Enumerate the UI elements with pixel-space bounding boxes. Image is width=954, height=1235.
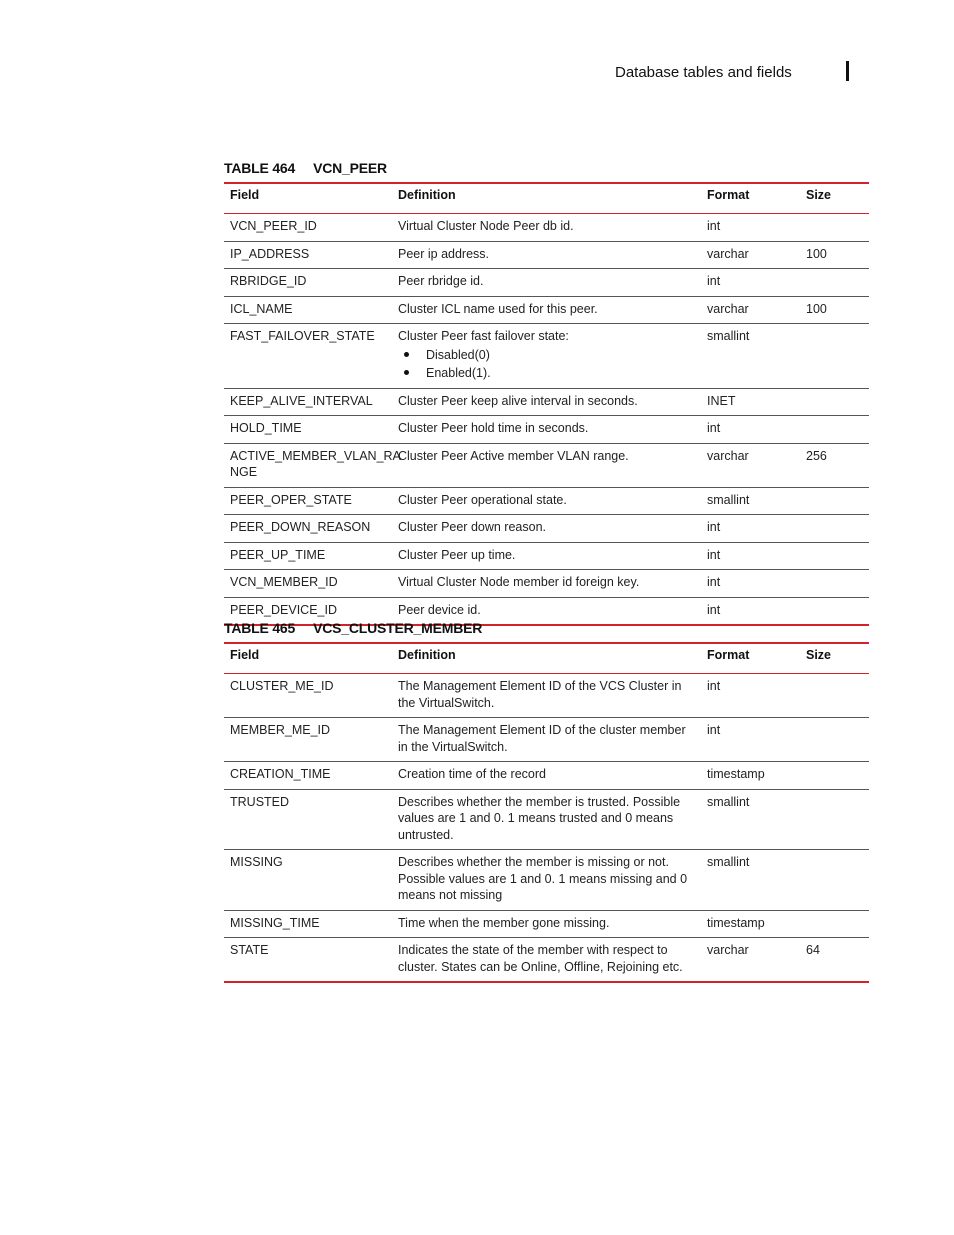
- table-row: [224, 487, 869, 515]
- cell-format: [701, 542, 800, 570]
- cell-definition-text: Cluster ICL name used for this peer.: [398, 301, 598, 316]
- cell-field: [224, 910, 392, 938]
- cell-definition: [392, 487, 701, 515]
- cell-definition: [392, 542, 701, 570]
- cell-field: [224, 570, 392, 598]
- table-header-row: [224, 643, 869, 674]
- cell-definition-text: Cluster Peer keep alive interval in seconds.: [398, 393, 638, 408]
- cell-field-text: PEER_UP_TIME: [230, 547, 326, 562]
- cell-format-text: smallint: [707, 794, 750, 809]
- cell-size: [800, 487, 869, 515]
- cell-format: [701, 718, 800, 762]
- cell-field-text: TRUSTED: [230, 794, 290, 809]
- cell-size: [800, 443, 869, 487]
- cell-size: [800, 542, 869, 570]
- cell-format-text: varchar: [707, 301, 749, 316]
- cell-field: [224, 324, 392, 389]
- cell-format-text: INET: [707, 393, 736, 408]
- table-465-caption: [224, 620, 482, 636]
- cell-field-text: RBRIDGE_ID: [230, 274, 307, 288]
- column-header-size: Size: [800, 643, 869, 674]
- cell-definition: [392, 324, 701, 389]
- cell-definition: [392, 515, 701, 543]
- cell-format-text: smallint: [707, 855, 750, 869]
- cell-size: [800, 850, 869, 911]
- table-row: [224, 296, 869, 324]
- cell-size: [800, 515, 869, 543]
- cell-format-text: varchar: [707, 246, 749, 261]
- column-header-definition: Definition: [392, 183, 701, 214]
- cell-field: [224, 789, 392, 850]
- definition-bullet-list: [398, 346, 695, 382]
- table-row: [224, 938, 869, 983]
- cell-field: [224, 241, 392, 269]
- cell-format-text: varchar: [707, 943, 749, 957]
- cell-format-text: int: [707, 520, 721, 534]
- cell-definition: [392, 718, 701, 762]
- cell-field: [224, 443, 401, 487]
- cell-field-text: STATE: [230, 943, 269, 957]
- cell-format: [701, 416, 800, 444]
- cell-field: [224, 296, 392, 324]
- cell-field: [224, 269, 392, 297]
- bullet-item: Disabled(0): [426, 346, 695, 364]
- cell-field-text: PEER_DEVICE_ID: [230, 602, 337, 617]
- cell-field-text: KEEP_ALIVE_INTERVAL: [230, 393, 373, 408]
- cell-field: [224, 718, 392, 762]
- table-vcn-peer: [224, 182, 869, 626]
- cell-field-text: MISSING: [230, 855, 283, 869]
- cell-format: [701, 850, 800, 911]
- cell-definition: [392, 674, 701, 718]
- cell-size: [800, 241, 869, 269]
- cell-format: [701, 443, 800, 487]
- cell-field-text: FAST_FAILOVER_STATE: [230, 329, 375, 343]
- cell-definition-text: The Management Element ID of the cluster member in the VirtualSwitch.: [398, 723, 686, 754]
- table-row: [224, 718, 869, 762]
- cell-definition-text: Virtual Cluster Node Peer db id.: [398, 219, 574, 233]
- cell-size: [800, 269, 869, 297]
- cell-field-text: VCN_PEER_ID: [230, 219, 317, 233]
- cell-field-text: ICL_NAME: [230, 301, 293, 316]
- table-465-label: TABLE 465: [224, 620, 296, 636]
- cell-definition: [392, 296, 701, 324]
- cell-size: [800, 214, 869, 242]
- header-bar-marker: [846, 61, 849, 81]
- cell-size-text: 256: [806, 448, 827, 463]
- cell-field: [224, 938, 392, 983]
- cell-size: [800, 597, 869, 625]
- cell-format: [701, 515, 800, 543]
- cell-definition: [392, 938, 701, 983]
- cell-definition-text: Peer device id.: [398, 602, 481, 617]
- cell-format: [701, 910, 800, 938]
- cell-field-text: PEER_DOWN_REASON: [230, 520, 371, 534]
- column-header-field: Field: [224, 183, 392, 214]
- cell-definition: [392, 762, 701, 790]
- cell-field-text: MISSING_TIME: [230, 915, 320, 930]
- table-464-label: TABLE 464: [224, 160, 296, 176]
- cell-format: [701, 570, 800, 598]
- cell-definition-text: Describes whether the member is missing or not. Possible values are 1 and 0. 1 means missing and 0 means not missing: [398, 855, 688, 902]
- cell-field: [224, 850, 392, 911]
- cell-definition-text: The Management Element ID of the VCS Cluster in the VirtualSwitch.: [398, 679, 682, 710]
- cell-definition: [392, 241, 701, 269]
- table-row: [224, 910, 869, 938]
- cell-size: [800, 789, 869, 850]
- column-header-size: Size: [800, 183, 869, 214]
- cell-definition-text: Cluster Peer down reason.: [398, 520, 546, 534]
- cell-format: [701, 674, 800, 718]
- cell-size: [800, 910, 869, 938]
- cell-format: [701, 938, 800, 983]
- cell-definition-text: Cluster Peer up time.: [398, 547, 516, 562]
- table-row: [224, 515, 869, 543]
- table-row: [224, 214, 869, 242]
- table-vcs-cluster-member: [224, 642, 869, 983]
- cell-size-text: 64: [806, 943, 820, 957]
- cell-format-text: timestamp: [707, 915, 765, 930]
- cell-format: [701, 269, 800, 297]
- table-464-caption: [224, 160, 387, 176]
- cell-format-text: smallint: [707, 492, 750, 507]
- cell-format: [701, 214, 800, 242]
- cell-definition-text: Indicates the state of the member with respect to cluster. States can be Online, Offline, Rejoining etc.: [398, 943, 683, 974]
- table-row: [224, 241, 869, 269]
- cell-field-text: MEMBER_ME_ID: [230, 723, 331, 737]
- table-464-name: VCN_PEER: [313, 160, 387, 176]
- table-row: [224, 789, 869, 850]
- cell-definition-text: Cluster Peer fast failover state:: [398, 329, 569, 343]
- cell-definition-text: Cluster Peer operational state.: [398, 492, 567, 507]
- cell-field: [224, 674, 392, 718]
- table-row: [224, 850, 869, 911]
- cell-field-text: PEER_OPER_STATE: [230, 492, 352, 507]
- cell-size: [800, 296, 869, 324]
- cell-field-text: CLUSTER_ME_ID: [230, 679, 334, 693]
- cell-definition: [392, 214, 701, 242]
- cell-definition-text: Peer rbridge id.: [398, 274, 484, 288]
- cell-definition: [392, 789, 701, 850]
- cell-format-text: int: [707, 602, 721, 617]
- cell-format-text: smallint: [707, 329, 750, 343]
- cell-definition-text: Time when the member gone missing.: [398, 915, 610, 930]
- cell-size: [800, 388, 869, 416]
- table-row: [224, 674, 869, 718]
- cell-size: [800, 570, 869, 598]
- cell-definition: [392, 388, 701, 416]
- bullet-item: Enabled(1).: [426, 364, 695, 382]
- cell-format: [701, 487, 800, 515]
- cell-field-text: IP_ADDRESS: [230, 246, 310, 261]
- cell-format: [701, 597, 800, 625]
- cell-format: [701, 762, 800, 790]
- table-row: [224, 570, 869, 598]
- cell-field: [224, 214, 392, 242]
- cell-field-text: VCN_MEMBER_ID: [230, 575, 338, 589]
- cell-definition: [392, 416, 701, 444]
- cell-size: [800, 938, 869, 983]
- cell-field-text: HOLD_TIME: [230, 421, 302, 435]
- cell-size-text: 100: [806, 301, 827, 316]
- cell-field: [224, 515, 392, 543]
- cell-size: [800, 674, 869, 718]
- cell-field: [224, 388, 392, 416]
- cell-format-text: int: [707, 547, 721, 562]
- cell-format-text: varchar: [707, 448, 749, 463]
- cell-field: [224, 542, 392, 570]
- cell-format: [701, 789, 800, 850]
- cell-definition-text: Creation time of the record: [398, 767, 546, 781]
- cell-size-text: 100: [806, 246, 827, 261]
- cell-size: [800, 718, 869, 762]
- column-header-definition: Definition: [392, 643, 701, 674]
- cell-definition-text: Cluster Peer Active member VLAN range.: [398, 448, 629, 463]
- running-header-title: Database tables and fields: [615, 64, 792, 81]
- table-row: [224, 443, 869, 487]
- cell-definition-text: Describes whether the member is trusted. Possible values are 1 and 0. 1 means trusted and 0 means untrusted.: [398, 794, 681, 842]
- column-header-field: Field: [224, 643, 392, 674]
- cell-format: [701, 324, 800, 389]
- cell-format-text: int: [707, 219, 721, 233]
- cell-format: [701, 241, 800, 269]
- cell-format-text: int: [707, 421, 721, 435]
- cell-size: [800, 416, 869, 444]
- cell-field-text: CREATION_TIME: [230, 767, 331, 781]
- cell-field: [224, 487, 392, 515]
- cell-format-text: int: [707, 679, 721, 693]
- cell-field-text: ACTIVE_MEMBER_VLAN_RA NGE: [230, 448, 401, 479]
- cell-definition: [392, 443, 701, 487]
- cell-definition: [392, 269, 701, 297]
- cell-size: [800, 762, 869, 790]
- column-header-format: Format: [701, 643, 800, 674]
- cell-format: [701, 388, 800, 416]
- table-row: [224, 762, 869, 790]
- table-row: [224, 269, 869, 297]
- cell-format-text: int: [707, 274, 721, 288]
- cell-definition: [392, 910, 701, 938]
- cell-field: [224, 762, 392, 790]
- table-row: [224, 388, 869, 416]
- cell-definition-text: Virtual Cluster Node member id foreign key.: [398, 575, 640, 589]
- cell-definition-text: Peer ip address.: [398, 246, 490, 261]
- cell-definition: [392, 570, 701, 598]
- table-row: [224, 542, 869, 570]
- cell-field: [224, 416, 392, 444]
- cell-format-text: int: [707, 575, 721, 589]
- cell-size: [800, 324, 869, 389]
- cell-format: [701, 296, 800, 324]
- cell-definition: [392, 850, 701, 911]
- table-header-row: [224, 183, 869, 214]
- cell-definition-text: Cluster Peer hold time in seconds.: [398, 421, 589, 435]
- cell-format-text: int: [707, 723, 721, 737]
- table-row: [224, 416, 869, 444]
- table-row: [224, 324, 869, 389]
- table-465-name: VCS_CLUSTER_MEMBER: [313, 620, 483, 636]
- column-header-format: Format: [701, 183, 800, 214]
- cell-format-text: timestamp: [707, 767, 765, 781]
